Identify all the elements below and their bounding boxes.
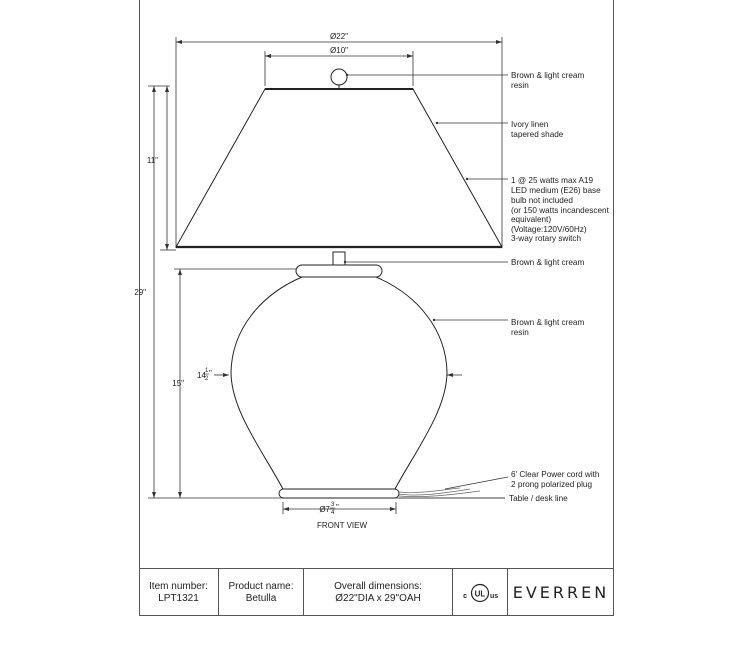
brand-cell (508, 569, 614, 616)
callout-cord: 6' Clear Power cord with 2 prong polarized plug (511, 470, 600, 489)
callout-bulb: 1 @ 25 watts max A19 LED medium (E26) base bulb not included (or 150 watts incandescent equivalent) (Voltage:120V/60Hz) 3-way rotary switch (511, 176, 609, 243)
product-name-label: Product name: (228, 580, 294, 592)
callout-neck: Brown & light cream (511, 258, 585, 267)
lamp-collar (296, 265, 382, 277)
product-name-value: Betulla (245, 592, 277, 604)
svg-text:2: 2 (205, 376, 209, 382)
cul-us-listed-icon (460, 582, 500, 604)
lamp-base (279, 489, 399, 498)
svg-text:1: 1 (205, 368, 209, 374)
svg-text:Ø7: Ø7 (319, 505, 330, 514)
callout-table: Table / desk line (509, 494, 568, 503)
svg-text:4: 4 (331, 510, 335, 516)
svg-text:us: us (490, 592, 499, 600)
ul-certification-cell (453, 569, 508, 616)
overall-dimensions-label: Overall dimensions: (334, 580, 422, 592)
dim-shade-height: 11" (146, 156, 158, 165)
svg-text:UL: UL (474, 589, 486, 598)
overall-dimensions-cell (304, 569, 453, 616)
finial (331, 69, 347, 85)
item-number-cell (139, 569, 219, 616)
item-number-value: LPT1321 (158, 592, 199, 604)
svg-text:": " (336, 503, 339, 512)
svg-text:c: c (463, 592, 467, 600)
overall-dimensions-value: Ø22"DIA x 29"OAH (335, 592, 421, 604)
product-name-cell (219, 569, 304, 616)
dim-base-diameter (319, 502, 339, 516)
svg-text:": " (209, 369, 212, 378)
brand-logo: EVERREN (512, 582, 610, 602)
dim-body-width (197, 368, 212, 382)
power-cord (399, 488, 480, 497)
dim-shade-top-diameter: Ø10" (330, 46, 348, 55)
dim-body-height: 15" (172, 379, 184, 388)
callout-body: Brown & light cream resin (511, 318, 585, 337)
view-label: FRONT VIEW (316, 521, 368, 530)
lamp-body (231, 277, 447, 489)
svg-text:3: 3 (331, 502, 335, 508)
svg-text:14: 14 (197, 371, 206, 380)
callout-finial: Brown & light cream resin (511, 71, 585, 90)
dim-overall-diameter: Ø22" (330, 32, 348, 41)
callout-shade: Ivory linen tapered shade (511, 120, 564, 139)
item-number-label: Item number: (149, 580, 208, 592)
title-block (139, 568, 614, 616)
lamp-shade (176, 89, 502, 247)
dim-overall-height: 29" (134, 288, 146, 297)
